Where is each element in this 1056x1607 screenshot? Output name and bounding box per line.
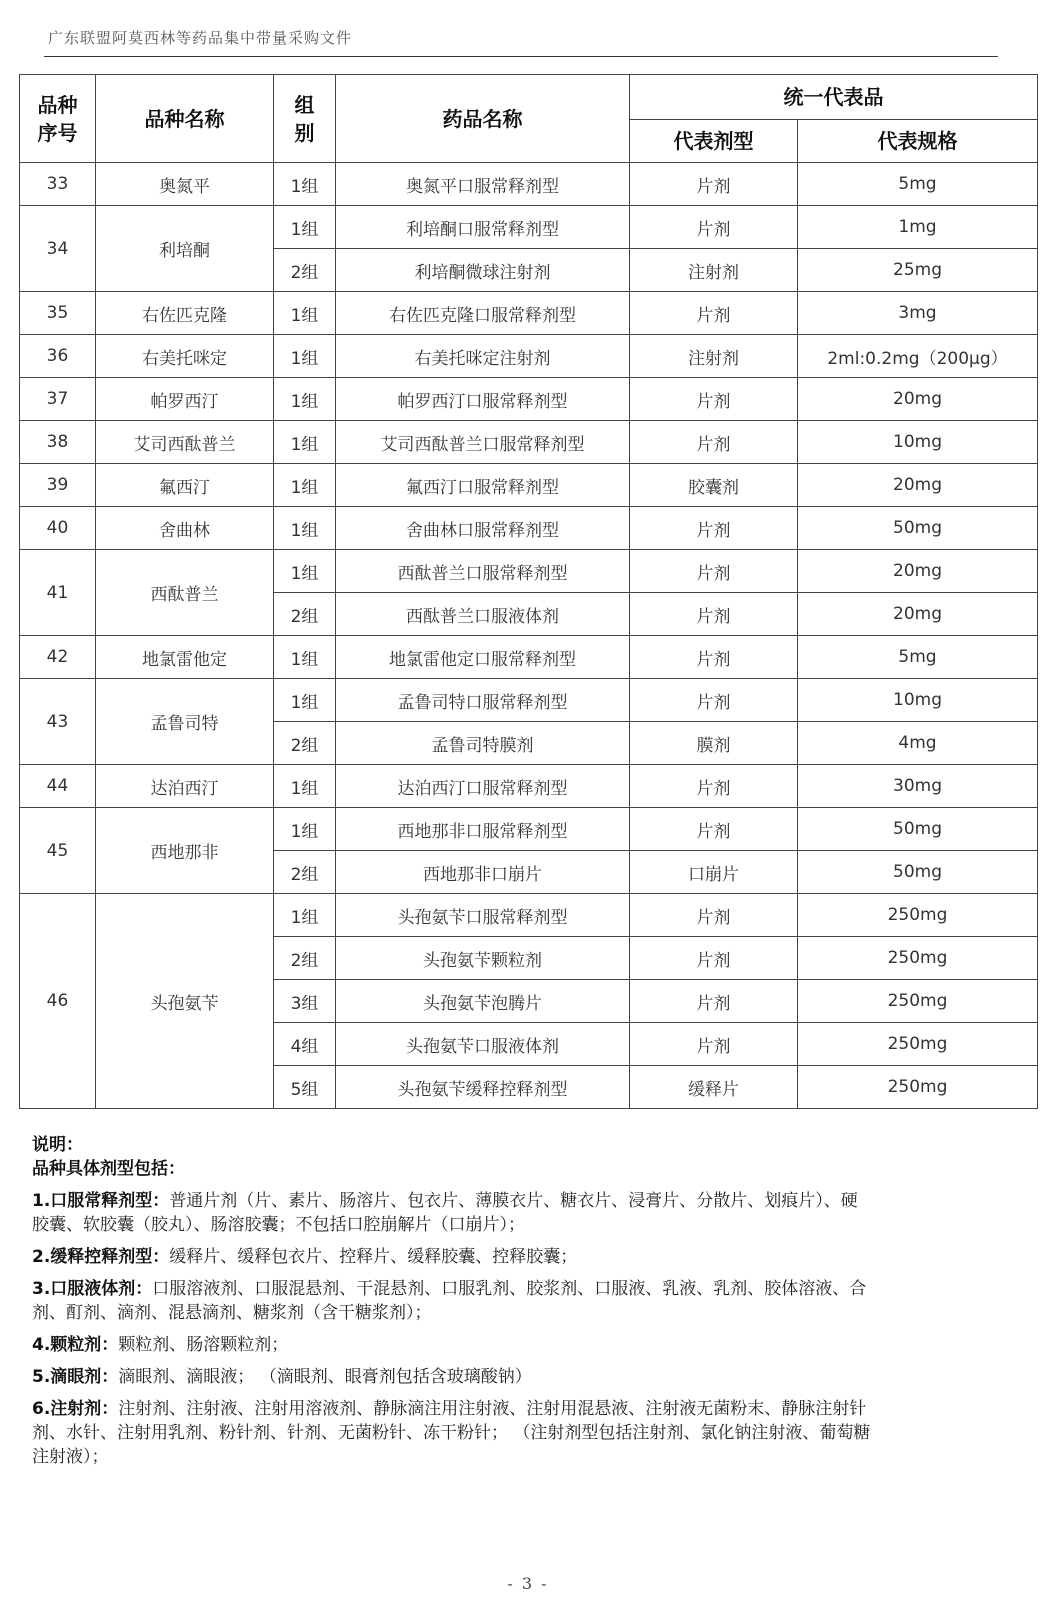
cell-seq: 36	[20, 335, 96, 378]
cell-variety-name: 帕罗西汀	[96, 378, 274, 421]
cell-spec: 50mg	[798, 808, 1038, 851]
note-line	[32, 1277, 992, 1301]
cell-seq: 34	[20, 206, 96, 292]
cell-group: 1组	[274, 378, 336, 421]
cell-form: 片剂	[630, 765, 798, 808]
cell-spec: 5mg	[798, 163, 1038, 206]
notes-section	[32, 1133, 992, 1469]
notes-subheading: 品种具体剂型包括：	[32, 1159, 185, 1179]
cell-drug-name: 孟鲁司特口服常释剂型	[336, 679, 630, 722]
cell-drug-name: 头孢氨苄泡腾片	[336, 980, 630, 1023]
cell-spec: 250mg	[798, 1023, 1038, 1066]
cell-drug-name: 利培酮微球注射剂	[336, 249, 630, 292]
cell-spec: 250mg	[798, 1066, 1038, 1109]
note-text: 缓释片、缓释包衣片、控释片、缓释胶囊、控释胶囊；	[169, 1247, 578, 1267]
cell-form: 口崩片	[630, 851, 798, 894]
note-item	[32, 1245, 992, 1269]
cell-form: 片剂	[630, 550, 798, 593]
cell-group: 3组	[274, 980, 336, 1023]
cell-drug-name: 地氯雷他定口服常释剂型	[336, 636, 630, 679]
cell-drug-name: 右美托咪定注射剂	[336, 335, 630, 378]
document-header: 广东联盟阿莫西林等药品集中带量采购文件	[48, 29, 353, 47]
cell-group: 1组	[274, 765, 336, 808]
cell-spec: 20mg	[798, 593, 1038, 636]
cell-seq: 39	[20, 464, 96, 507]
cell-spec: 30mg	[798, 765, 1038, 808]
cell-drug-name: 西酞普兰口服液体剂	[336, 593, 630, 636]
note-label: 2.缓释控释剂型：	[32, 1247, 170, 1267]
table-row	[20, 679, 1038, 722]
cell-form: 片剂	[630, 206, 798, 249]
note-line	[32, 1301, 992, 1325]
cell-spec: 5mg	[798, 636, 1038, 679]
header-seq-text: 品种 序号	[37, 92, 78, 145]
cell-variety-name: 奥氮平	[96, 163, 274, 206]
cell-group: 2组	[274, 937, 336, 980]
cell-group: 1组	[274, 206, 336, 249]
table-row	[20, 464, 1038, 507]
note-text: 胶囊、软胶囊（胶丸）、肠溶胶囊；不包括口腔崩解片（口崩片）；	[32, 1215, 525, 1235]
cell-seq: 35	[20, 292, 96, 335]
note-line	[32, 1245, 992, 1269]
note-line	[32, 1333, 992, 1357]
cell-drug-name: 艾司西酞普兰口服常释剂型	[336, 421, 630, 464]
note-line	[32, 1365, 992, 1389]
cell-spec: 10mg	[798, 421, 1038, 464]
cell-drug-name: 西酞普兰口服常释剂型	[336, 550, 630, 593]
cell-variety-name: 右佐匹克隆	[96, 292, 274, 335]
cell-variety-name: 达泊西汀	[96, 765, 274, 808]
header-group	[274, 75, 336, 163]
cell-group: 1组	[274, 636, 336, 679]
cell-group: 1组	[274, 421, 336, 464]
header-drug: 药品名称	[336, 75, 630, 163]
cell-variety-name: 舍曲林	[96, 507, 274, 550]
note-line	[32, 1397, 992, 1421]
cell-drug-name: 右佐匹克隆口服常释剂型	[336, 292, 630, 335]
header-representative: 统一代表品	[630, 75, 1038, 120]
cell-form: 片剂	[630, 421, 798, 464]
table-row	[20, 378, 1038, 421]
cell-drug-name: 头孢氨苄颗粒剂	[336, 937, 630, 980]
header-variety: 品种名称	[96, 75, 274, 163]
note-label: 3.口服液体剂：	[32, 1279, 153, 1299]
notes-heading: 说明：	[32, 1135, 83, 1155]
cell-group: 2组	[274, 593, 336, 636]
cell-spec: 20mg	[798, 550, 1038, 593]
note-line	[32, 1421, 992, 1445]
cell-drug-name: 西地那非口崩片	[336, 851, 630, 894]
header-seq	[20, 75, 96, 163]
note-text: 普通片剂（片、素片、肠溶片、包衣片、薄膜衣片、糖衣片、浸膏片、分散片、划痕片）、硬	[169, 1191, 858, 1211]
header-group-text: 组 别	[294, 92, 315, 145]
cell-form: 片剂	[630, 937, 798, 980]
cell-variety-name: 利培酮	[96, 206, 274, 292]
cell-drug-name: 奥氮平口服常释剂型	[336, 163, 630, 206]
note-item	[32, 1365, 992, 1389]
table-row	[20, 507, 1038, 550]
cell-drug-name: 西地那非口服常释剂型	[336, 808, 630, 851]
cell-group: 1组	[274, 550, 336, 593]
table-row	[20, 292, 1038, 335]
cell-variety-name: 右美托咪定	[96, 335, 274, 378]
cell-form: 片剂	[630, 808, 798, 851]
cell-spec: 250mg	[798, 937, 1038, 980]
cell-spec: 4mg	[798, 722, 1038, 765]
note-text: 注射剂、注射液、注射用溶液剂、静脉滴注用注射液、注射用混悬液、注射液无菌粉末、静脉注射针	[118, 1399, 867, 1419]
cell-seq: 41	[20, 550, 96, 636]
note-text: 滴眼剂、滴眼液； （滴眼剂、眼膏剂包括含玻璃酸钠）	[118, 1367, 532, 1387]
cell-form: 膜剂	[630, 722, 798, 765]
table-row	[20, 765, 1038, 808]
cell-group: 1组	[274, 163, 336, 206]
cell-seq: 43	[20, 679, 96, 765]
cell-form: 片剂	[630, 292, 798, 335]
cell-form: 片剂	[630, 679, 798, 722]
note-line	[32, 1213, 992, 1237]
cell-form: 片剂	[630, 636, 798, 679]
page-number: - 3 -	[507, 1574, 549, 1593]
cell-spec: 25mg	[798, 249, 1038, 292]
cell-form: 片剂	[630, 378, 798, 421]
cell-group: 1组	[274, 894, 336, 937]
cell-spec: 2ml:0.2mg（200μg）	[798, 335, 1038, 378]
cell-drug-name: 舍曲林口服常释剂型	[336, 507, 630, 550]
cell-variety-name: 地氯雷他定	[96, 636, 274, 679]
note-item	[32, 1397, 992, 1469]
cell-spec: 20mg	[798, 464, 1038, 507]
table-row	[20, 163, 1038, 206]
table-row	[20, 550, 1038, 593]
header-spec: 代表规格	[798, 120, 1038, 163]
cell-spec: 50mg	[798, 851, 1038, 894]
cell-group: 1组	[274, 507, 336, 550]
cell-drug-name: 利培酮口服常释剂型	[336, 206, 630, 249]
header-form: 代表剂型	[630, 120, 798, 163]
cell-spec: 1mg	[798, 206, 1038, 249]
cell-drug-name: 孟鲁司特膜剂	[336, 722, 630, 765]
header-divider	[44, 56, 998, 57]
note-line	[32, 1445, 992, 1469]
note-text: 颗粒剂、肠溶颗粒剂；	[118, 1335, 289, 1355]
cell-drug-name: 帕罗西汀口服常释剂型	[336, 378, 630, 421]
note-item	[32, 1333, 992, 1357]
cell-seq: 45	[20, 808, 96, 894]
cell-seq: 46	[20, 894, 96, 1109]
cell-group: 1组	[274, 335, 336, 378]
cell-group: 2组	[274, 851, 336, 894]
cell-drug-name: 头孢氨苄口服常释剂型	[336, 894, 630, 937]
cell-group: 1组	[274, 464, 336, 507]
cell-seq: 37	[20, 378, 96, 421]
note-item	[32, 1189, 992, 1237]
cell-form: 片剂	[630, 1023, 798, 1066]
cell-spec: 250mg	[798, 980, 1038, 1023]
cell-drug-name: 达泊西汀口服常释剂型	[336, 765, 630, 808]
cell-group: 1组	[274, 808, 336, 851]
note-label: 5.滴眼剂：	[32, 1367, 119, 1387]
table-row	[20, 894, 1038, 937]
note-text: 剂、水针、注射用乳剂、粉针剂、针剂、无菌粉针、冻干粉针； （注射剂型包括注射剂、氯化钠注射液、葡萄糖	[32, 1423, 871, 1443]
cell-group: 2组	[274, 722, 336, 765]
cell-form: 缓释片	[630, 1066, 798, 1109]
cell-form: 注射剂	[630, 335, 798, 378]
cell-spec: 3mg	[798, 292, 1038, 335]
table-row	[20, 335, 1038, 378]
cell-form: 片剂	[630, 894, 798, 937]
note-line	[32, 1189, 992, 1213]
table-row	[20, 421, 1038, 464]
cell-group: 4组	[274, 1023, 336, 1066]
cell-form: 片剂	[630, 980, 798, 1023]
cell-variety-name: 西地那非	[96, 808, 274, 894]
table-row	[20, 808, 1038, 851]
cell-spec: 250mg	[798, 894, 1038, 937]
cell-variety-name: 头孢氨苄	[96, 894, 274, 1109]
note-label: 6.注射剂：	[32, 1399, 119, 1419]
table-row	[20, 636, 1038, 679]
cell-seq: 38	[20, 421, 96, 464]
drug-table	[19, 74, 1038, 1109]
cell-drug-name: 头孢氨苄缓释控释剂型	[336, 1066, 630, 1109]
cell-group: 1组	[274, 292, 336, 335]
cell-drug-name: 头孢氨苄口服液体剂	[336, 1023, 630, 1066]
note-text: 口服溶液剂、口服混悬剂、干混悬剂、口服乳剂、胶浆剂、口服液、乳液、乳剂、胶体溶液、合	[152, 1279, 867, 1299]
cell-form: 片剂	[630, 507, 798, 550]
note-label: 4.颗粒剂：	[32, 1335, 119, 1355]
cell-form: 胶囊剂	[630, 464, 798, 507]
cell-variety-name: 艾司西酞普兰	[96, 421, 274, 464]
cell-spec: 50mg	[798, 507, 1038, 550]
cell-seq: 44	[20, 765, 96, 808]
cell-seq: 33	[20, 163, 96, 206]
cell-variety-name: 氟西汀	[96, 464, 274, 507]
cell-spec: 20mg	[798, 378, 1038, 421]
cell-group: 5组	[274, 1066, 336, 1109]
cell-drug-name: 氟西汀口服常释剂型	[336, 464, 630, 507]
cell-group: 2组	[274, 249, 336, 292]
table-row	[20, 206, 1038, 249]
cell-variety-name: 西酞普兰	[96, 550, 274, 636]
cell-seq: 40	[20, 507, 96, 550]
note-text: 剂、酊剂、滴剂、混悬滴剂、糖浆剂（含干糖浆剂）；	[32, 1303, 432, 1323]
cell-spec: 10mg	[798, 679, 1038, 722]
note-item	[32, 1277, 992, 1325]
cell-variety-name: 孟鲁司特	[96, 679, 274, 765]
note-text: 注射液）；	[32, 1447, 109, 1467]
cell-seq: 42	[20, 636, 96, 679]
cell-group: 1组	[274, 679, 336, 722]
cell-form: 注射剂	[630, 249, 798, 292]
notes-items	[32, 1189, 992, 1469]
cell-form: 片剂	[630, 163, 798, 206]
note-label: 1.口服常释剂型：	[32, 1191, 170, 1211]
cell-form: 片剂	[630, 593, 798, 636]
